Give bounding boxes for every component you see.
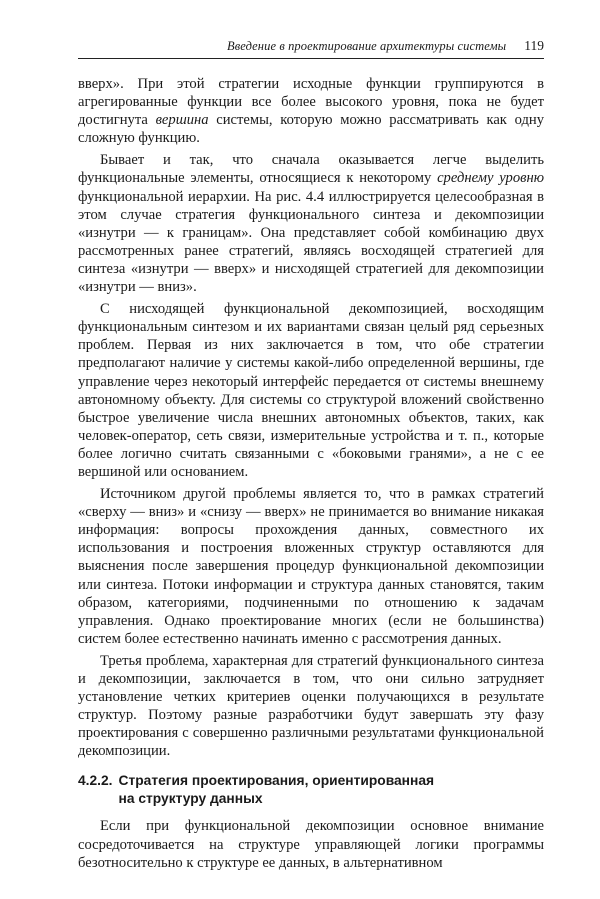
section-title-line-1: Стратегия проектирования, ориентированная [118, 773, 435, 789]
running-title: Введение в проектирование архитектуры системы [226, 39, 507, 53]
section-title [119, 772, 544, 807]
paragraph-3: С нисходящей функциональной декомпозицией, восходящим функциональным синтезом и их вариантами связан целый ряд серьезных проблем. Первая из них заключается в том, что обе стратегии предполагают наличие у системы какой-либо определенной вершины, где управление через некоторый интерфейс передается от системы внешнему автономному объекту. Для системы со структурой вложений свойственно быстрое увеличение числа внешних автономных объектов, таких, как человек-оператор, сеть связи, измерительные устройства и т. п., которые более логично считать связанными с «боковыми гранями», а не с ее вершиной или основанием. [78, 301, 544, 480]
emphasis-vershina: вершина [155, 112, 209, 129]
section-number: 4.2.2. [78, 773, 113, 789]
paragraph-2: Бывает и так, что сначала оказывается легче выделить функциональные элементы, относящиеся к некоторому среднему уровню функциональной иерархии. На рис. 4.4 иллюстрируется целесообразная в этом случае стратегия функционального синтеза и декомпозиции «изнутри — к границам». Она представляет собой комбинацию двух рассмотренных ранее стратегий, являясь восходящей стратегией для синтеза «изнутри — вверх» и нисходящей стратегией для декомпозиции «изнутри — вниз». [78, 152, 545, 296]
emphasis-middle-level: среднему уровню [437, 170, 545, 187]
section-text [78, 817, 544, 871]
running-head [78, 38, 544, 59]
book-page [78, 38, 544, 872]
paragraph-1: вверх». При этой стратегии исходные функции группируются в агрегированные функции все более высокого уровня, пока не будет достигнута вершина системы, которую можно рассматривать как одну сложную функцию. [78, 76, 544, 147]
main-text [78, 75, 544, 760]
section-title-line-2: на структуру данных [118, 790, 263, 806]
section-heading [78, 772, 544, 807]
paragraph-5: Третья проблема, характерная для стратегий функционального синтеза и декомпозиции, заключается в том, что они сильно затрудняет установление четких критериев оценки получающихся в результате структур. Поэтому разные разработчики будут завершать эту фазу проектирования с совершенно различными результатами функциональной декомпозиции. [78, 652, 544, 760]
page-number: 119 [524, 38, 544, 53]
paragraph-4: Источником другой проблемы является то, что в рамках стратегий «сверху — вниз» и «снизу — вверх» не принимается во внимание никакая информация: вопросы прохождения данных, совместного их использования и построения вложенных структур оставляются для выяснения после завершения процедур функциональной декомпозиции или синтеза. Потоки информации и структура данных становятся, таким образом, категориями, подчиненными по отношению к задачам управления. Однако проектирование многих (если не большинства) систем более естественно начинать именно с рассмотрения данных. [78, 486, 544, 647]
paragraph-6: Если при функциональной декомпозиции основное внимание сосредоточивается на структуре управляющей логики программы безотносительно к структуре ее данных, в альтернативном [78, 818, 544, 871]
